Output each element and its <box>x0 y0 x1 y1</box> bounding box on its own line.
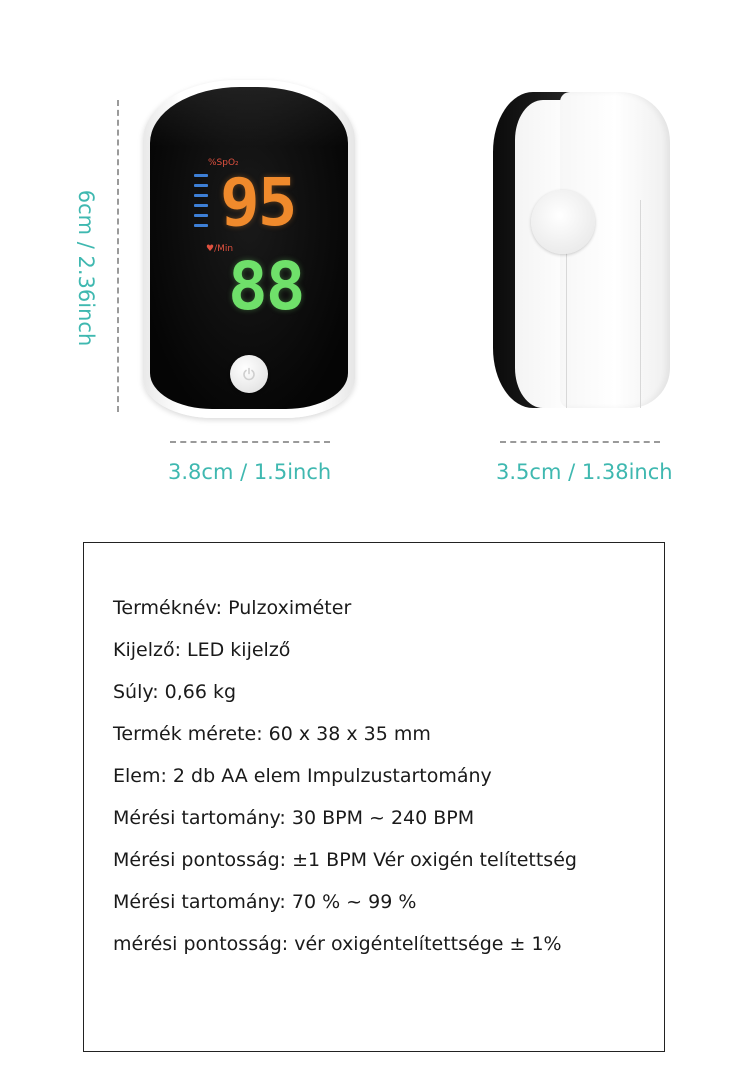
side-seam <box>566 250 567 408</box>
spo2-label: %SpO₂ <box>208 158 239 168</box>
power-button[interactable] <box>230 355 268 393</box>
pulse-label: ♥/Min <box>206 244 234 254</box>
spec-list <box>113 590 577 968</box>
signal-bar <box>194 224 208 227</box>
hinge-cap <box>531 190 595 254</box>
side-width-label: 3.5cm / 1.38inch <box>496 460 673 484</box>
spec-line: Mérési tartomány: 30 BPM ~ 240 BPM <box>113 807 475 829</box>
pulse-value-display: 88 <box>228 248 304 325</box>
spec-line: Kijelző: LED kijelző <box>113 639 291 661</box>
signal-bar <box>194 184 208 187</box>
power-icon <box>242 367 256 381</box>
spec-line: Termék mérete: 60 x 38 x 35 mm <box>113 723 431 745</box>
signal-bar <box>194 204 208 207</box>
spec-line: Terméknév: Pulzoximéter <box>113 597 352 619</box>
signal-bar <box>194 174 208 177</box>
spec-line: Mérési tartomány: 70 % ~ 99 % <box>113 891 417 913</box>
height-dimension-line <box>117 100 119 412</box>
spec-line: Súly: 0,66 kg <box>113 681 237 703</box>
side-seam <box>640 200 641 408</box>
spo2-value-display: 95 <box>220 164 296 241</box>
front-width-dimension-line <box>170 441 330 443</box>
spec-line: Elem: 2 db AA elem Impulzustartomány <box>113 765 492 787</box>
front-width-label: 3.8cm / 1.5inch <box>168 460 332 484</box>
spec-line: Mérési pontosság: ±1 BPM Vér oxigén telítettség <box>113 849 577 871</box>
height-dimension-label: 6cm / 2.36inch <box>74 189 98 347</box>
signal-bar-graph <box>194 174 208 227</box>
side-width-dimension-line <box>500 441 660 443</box>
spec-line: mérési pontosság: vér oxigéntelítettsége ± 1% <box>113 933 562 955</box>
signal-bar <box>194 214 208 217</box>
signal-bar <box>194 194 208 197</box>
